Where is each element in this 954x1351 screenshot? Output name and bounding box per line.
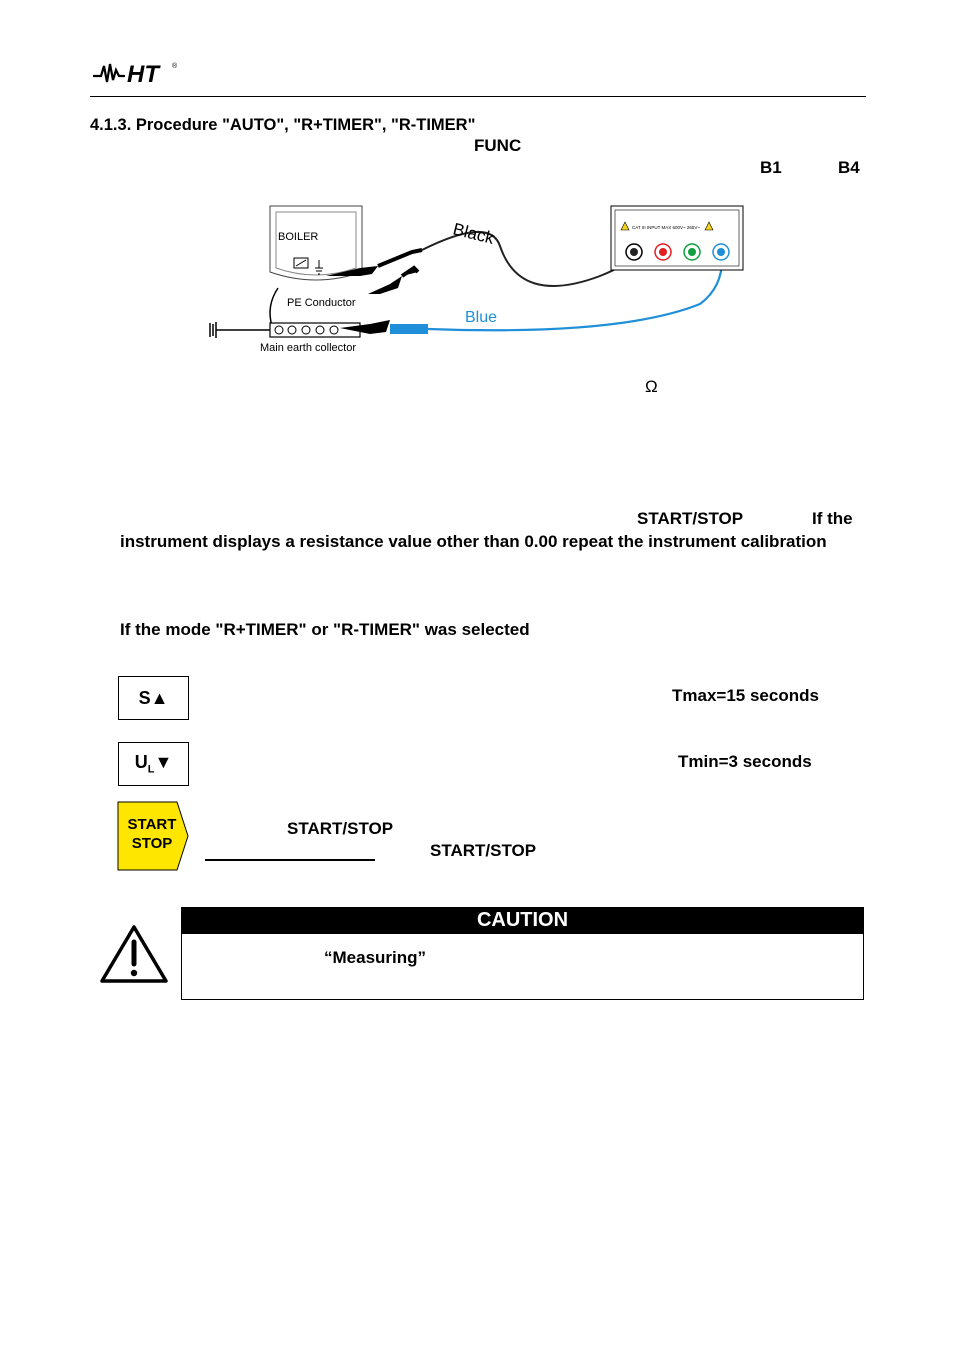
blue-lead-label: Blue <box>465 309 498 326</box>
section-heading: 4.1.3. Procedure "AUTO", "R+TIMER", "R-TIMER" <box>90 116 476 134</box>
omega-symbol: Ω <box>645 377 658 396</box>
ul-key-main: U <box>134 752 148 773</box>
measuring-text: “Measuring” <box>324 948 427 967</box>
black-lead-label: Black <box>451 219 496 248</box>
b4-text: B4 <box>838 158 860 177</box>
s-up-key-button[interactable] <box>118 676 189 720</box>
header-rule <box>90 96 866 97</box>
boiler-illustration <box>270 206 362 280</box>
boiler-label: BOILER <box>278 231 319 243</box>
instrument-panel <box>611 206 743 270</box>
ul-key-sub: L <box>147 763 155 776</box>
tmin-text: Tmin=3 seconds <box>678 752 812 771</box>
s-up-key-label: S▲ <box>138 687 169 708</box>
warning-triangle-icon <box>99 924 169 984</box>
start-stop-text-1: START/STOP <box>637 509 744 528</box>
ht-logo <box>93 60 183 86</box>
ground-symbol-icon <box>210 322 270 338</box>
b1-text: B1 <box>760 158 782 177</box>
calibration-text: instrument displays a resistance value other than 0.00 repeat the instrument calibration <box>120 532 827 551</box>
registered-mark: ® <box>172 63 178 70</box>
start-key-line1: START <box>127 816 177 833</box>
main-earth-label: Main earth collector <box>260 342 356 354</box>
tmax-text: Tmax=15 seconds <box>672 686 819 705</box>
func-key-text: FUNC <box>474 136 522 155</box>
black-clip-bottom <box>368 268 418 294</box>
earth-collector <box>270 323 360 337</box>
connection-diagram <box>200 196 760 361</box>
mode-selected-text: If the mode "R+TIMER" or "R-TIMER" was selected <box>120 620 530 639</box>
underline-rule <box>205 859 375 861</box>
brand-text: HT <box>127 61 159 86</box>
ul-key-arrow: ▼ <box>154 752 173 773</box>
start-stop-text-3: START/STOP <box>430 841 537 860</box>
instrument-panel-text: CAT III INPUT MAX 600V~ 265V~ <box>632 225 701 230</box>
start-stop-text-2: START/STOP <box>287 819 394 838</box>
if-the-text: If the <box>812 509 853 528</box>
caution-title: CAUTION <box>181 907 864 934</box>
ul-key-label <box>135 752 173 776</box>
start-key-line2: STOP <box>131 835 173 852</box>
pe-conductor-label: PE Conductor <box>287 297 356 309</box>
caution-box <box>181 934 864 1000</box>
start-stop-key-label <box>117 815 187 853</box>
ul-down-key-button[interactable] <box>118 742 189 786</box>
